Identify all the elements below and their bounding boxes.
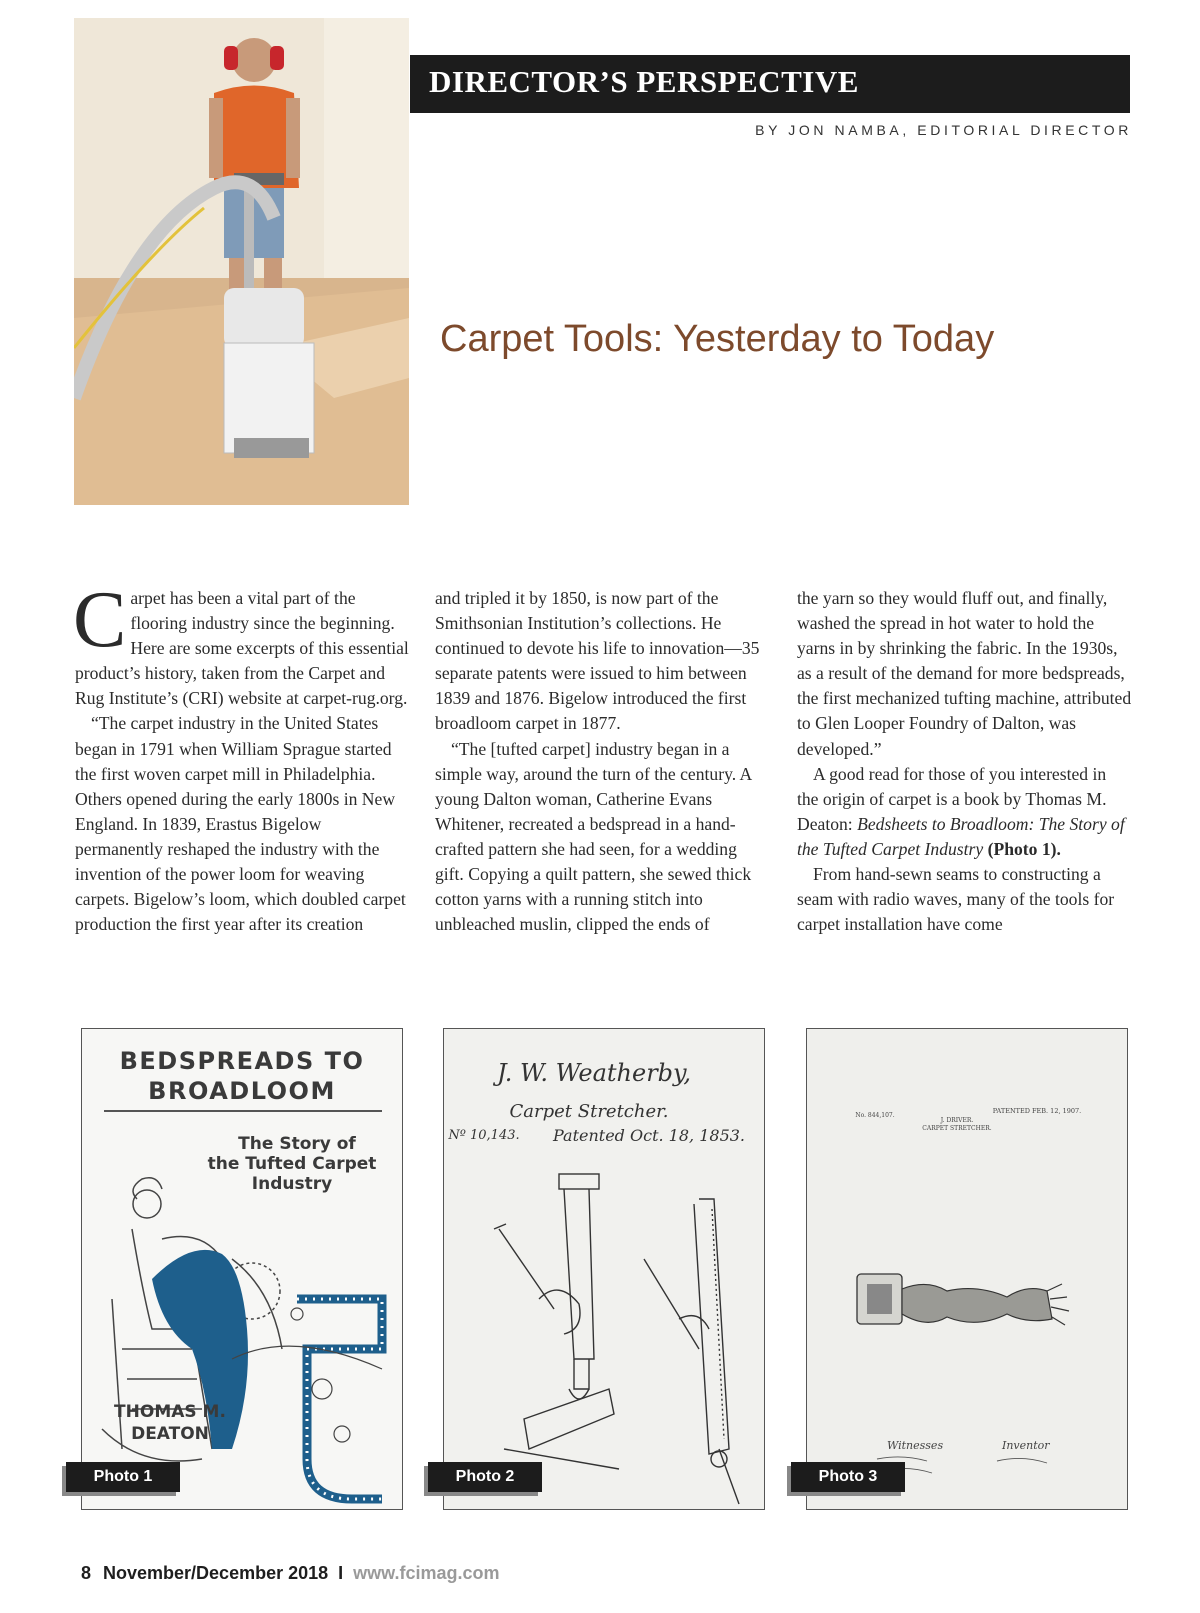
photo-3-patent-drawing-1907	[806, 1028, 1128, 1510]
paragraph: “The carpet industry in the United States began in 1791 when William Sprague started the first woven carpet mill in Philadelphia. Others opened during the early 1800s in New England. In 1839, Erastus Bigelow permanently reshaped the industry with the invention of the power loom for weaving carpets. Bigelow’s loom, which doubled carpet production the first year after its creation	[75, 713, 406, 935]
book-title: Bedsheets to Broadloom: The Story of the Tufted Carpet Industry	[797, 813, 1125, 859]
photo-1-label: Photo 1	[66, 1462, 180, 1492]
paragraph: the yarn so they would fluff out, and finally, washed the spread in hot water to hold the yarns in by shrinking the fabric. In the 1930s, as a result of the demand for more bedspreads, the first mechanized tufting machine, attributed to Glen Looper Foundry of Dalton, was developed.”	[797, 588, 1132, 759]
patent-number: No. 844,107.	[855, 1112, 895, 1119]
website-link[interactable]: www.fcimag.com	[353, 1563, 500, 1583]
cover-subtitle-line-3: Industry	[251, 1174, 333, 1194]
patent-inventor-name: J. DRIVER.	[940, 1117, 974, 1124]
drop-cap: C	[73, 576, 127, 664]
paragraph: From hand-sewn seams to constructing a seam with radio waves, many of the tools for carpet installation have come	[797, 864, 1115, 935]
footer-separator: I	[338, 1563, 344, 1583]
patent-title: CARPET STRETCHER.	[922, 1125, 992, 1132]
paragraph-text: A good read for those of you interested in the origin of carpet is a book by Thomas M. Deaton:	[797, 763, 1107, 834]
cover-subtitle-line-2: the Tufted Carpet	[207, 1154, 377, 1174]
page-number: 8	[81, 1563, 92, 1583]
article-column-3	[797, 586, 1132, 937]
patent-inventor-name: J. W. Weatherby,	[496, 1059, 692, 1087]
article-headline: Carpet Tools: Yesterday to Today	[440, 318, 995, 360]
hero-photo-floor-sander	[74, 18, 409, 505]
patent-witnesses-label: Witnesses	[887, 1439, 944, 1452]
issue-date: November/December 2018	[103, 1563, 329, 1583]
article-column-1	[73, 576, 410, 937]
cover-subtitle-line-1: The Story of	[238, 1134, 356, 1154]
patent-title: Carpet Stretcher.	[509, 1101, 669, 1122]
patent-number: Nº 10,143.	[448, 1128, 520, 1143]
patent-figure-illustration	[857, 1274, 1069, 1325]
paragraph: and tripled it by 1850, is now part of the Smithsonian Institution’s collections. He continued to devote his life to innovation—35 separate patents were issued to him between 1839 and 1876. Bigelow introduced the first broadloom carpet in 1877.	[435, 588, 760, 734]
cover-title-line-2: BROADLOOM	[148, 1077, 336, 1105]
photo-1-book-cover	[81, 1028, 403, 1510]
photo-3-label: Photo 3	[791, 1462, 905, 1492]
paragraph	[797, 762, 1132, 862]
cover-author-line-2: DEATON	[131, 1424, 209, 1444]
photo-2-label: Photo 2	[428, 1462, 542, 1492]
paragraph: “The [tufted carpet] industry began in a simple way, around the turn of the century. A young Dalton woman, Catherine Evans Whitener, recreated a bedspread in a hand-crafted pattern she had seen, for a wedding gift. Copying a quilt pattern, she sewed thick cotton yarns with a running stitch into unbleached muslin, clipped the ends of	[435, 738, 752, 935]
byline: BY JON NAMBA, EDITORIAL DIRECTOR	[755, 122, 1132, 138]
photo-reference: (Photo 1).	[983, 838, 1061, 859]
page-footer	[81, 1563, 500, 1584]
article-column-2	[435, 586, 770, 937]
paragraph: arpet has been a vital part of the flooring industry since the beginning. Here are some excerpts of this essential product’s history, taken from the Carpet and Rug Institute’s (CRI) website at carpet-rug.org.	[75, 588, 409, 709]
patent-date: Patented Oct. 18, 1853.	[552, 1126, 746, 1145]
section-header-band	[410, 55, 1130, 113]
section-title: DIRECTOR’S PERSPECTIVE	[429, 64, 859, 99]
cover-title-line-1: BEDSPREADS TO	[119, 1047, 365, 1075]
patent-figure-illustration	[494, 1174, 739, 1504]
photo-2-patent-drawing-1853	[443, 1028, 765, 1510]
patent-date: PATENTED FEB. 12, 1907.	[992, 1107, 1082, 1115]
cover-author-line-1: THOMAS M.	[114, 1402, 226, 1422]
patent-inventor-label: Inventor	[1002, 1439, 1050, 1452]
